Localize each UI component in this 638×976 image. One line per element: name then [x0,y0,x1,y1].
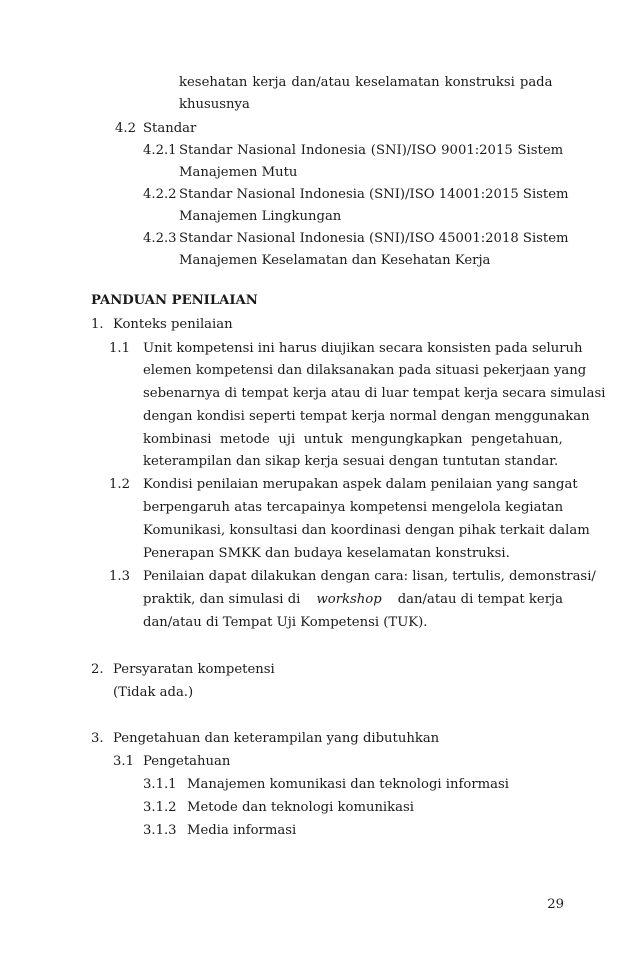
body-text-line: (Tidak ada.) [113,685,194,700]
item-number: 1.1 [109,341,130,356]
list-item: Metode dan teknologi komunikasi [187,800,414,815]
body-text-line: Standar Nasional Indonesia (SNI)/ISO 9001:2015 Sistem [179,143,564,158]
body-text-line: Komunikasi, konsultasi dan koordinasi dengan pihak terkait dalam [143,523,590,538]
item-number: 3.1.2 [143,800,177,815]
body-text-line: Unit kompetensi ini harus diujikan secara konsisten pada seluruh [143,341,583,356]
body-text-line: Penerapan SMKK dan budaya keselamatan konstruksi. [143,546,510,561]
item-number: 4.2.3 [143,231,177,246]
section-title: Konteks penilaian [113,317,233,332]
body-text-line [143,591,563,609]
body-text-line: Standar Nasional Indonesia (SNI)/ISO 45001:2018 Sistem [179,231,569,246]
subsection-title: Pengetahuan [143,754,231,769]
section-number: 2. [91,662,104,677]
item-number: 4.2.2 [143,187,177,202]
page-number: 29 [547,897,564,912]
list-item: Manajemen komunikasi dan teknologi informasi [187,777,509,792]
body-text-line: Standar Nasional Indonesia (SNI)/ISO 14001:2015 Sistem [179,187,569,202]
text-run: praktik, dan simulasi di [143,592,301,607]
list-item: Media informasi [187,823,297,838]
item-number: 1.2 [109,477,130,492]
body-text-line: Kondisi penilaian merupakan aspek dalam penilaian yang sangat [143,477,578,492]
section-title: Persyaratan kompetensi [113,662,275,677]
body-text-line: Penilaian dapat dilakukan dengan cara: lisan, tertulis, demonstrasi/ [143,569,596,584]
body-text-line: dan/atau di Tempat Uji Kompetensi (TUK). [143,615,428,630]
body-text-line: kesehatan kerja dan/atau keselamatan konstruksi pada [179,75,553,90]
body-text-line: khususnya [179,97,250,112]
body-text-line: kombinasi metode uji untuk mengungkapkan pengetahuan, [143,432,563,447]
text-run: dan/atau di tempat kerja [397,592,563,607]
body-text-line: Manajemen Mutu [179,165,298,180]
section-number: 4.2 [115,121,136,136]
item-number: 1.3 [109,569,130,584]
body-text-line: keterampilan dan sikap kerja sesuai dengan tuntutan standar. [143,454,559,469]
item-number: 3.1.3 [143,823,177,838]
body-text-line: sebenarnya di tempat kerja atau di luar tempat kerja secara simulasi [143,386,606,401]
section-number: 1. [91,317,104,332]
section-heading: PANDUAN PENILAIAN [91,293,258,308]
item-number: 4.2.1 [143,143,177,158]
emphasis-text: workshop [316,592,382,607]
section-number: 3. [91,731,104,746]
section-title: Standar [143,121,197,136]
body-text-line: Manajemen Keselamatan dan Kesehatan Kerja [179,253,491,268]
body-text-line: elemen kompetensi dan dilaksanakan pada situasi pekerjaan yang [143,363,587,378]
subsection-number: 3.1 [113,754,134,769]
section-title: Pengetahuan dan keterampilan yang dibutuhkan [113,731,440,746]
body-text-line: dengan kondisi seperti tempat kerja normal dengan menggunakan [143,409,590,424]
body-text-line: Manajemen Lingkungan [179,209,342,224]
item-number: 3.1.1 [143,777,177,792]
body-text-line: berpengaruh atas tercapainya kompetensi mengelola kegiatan [143,500,564,515]
